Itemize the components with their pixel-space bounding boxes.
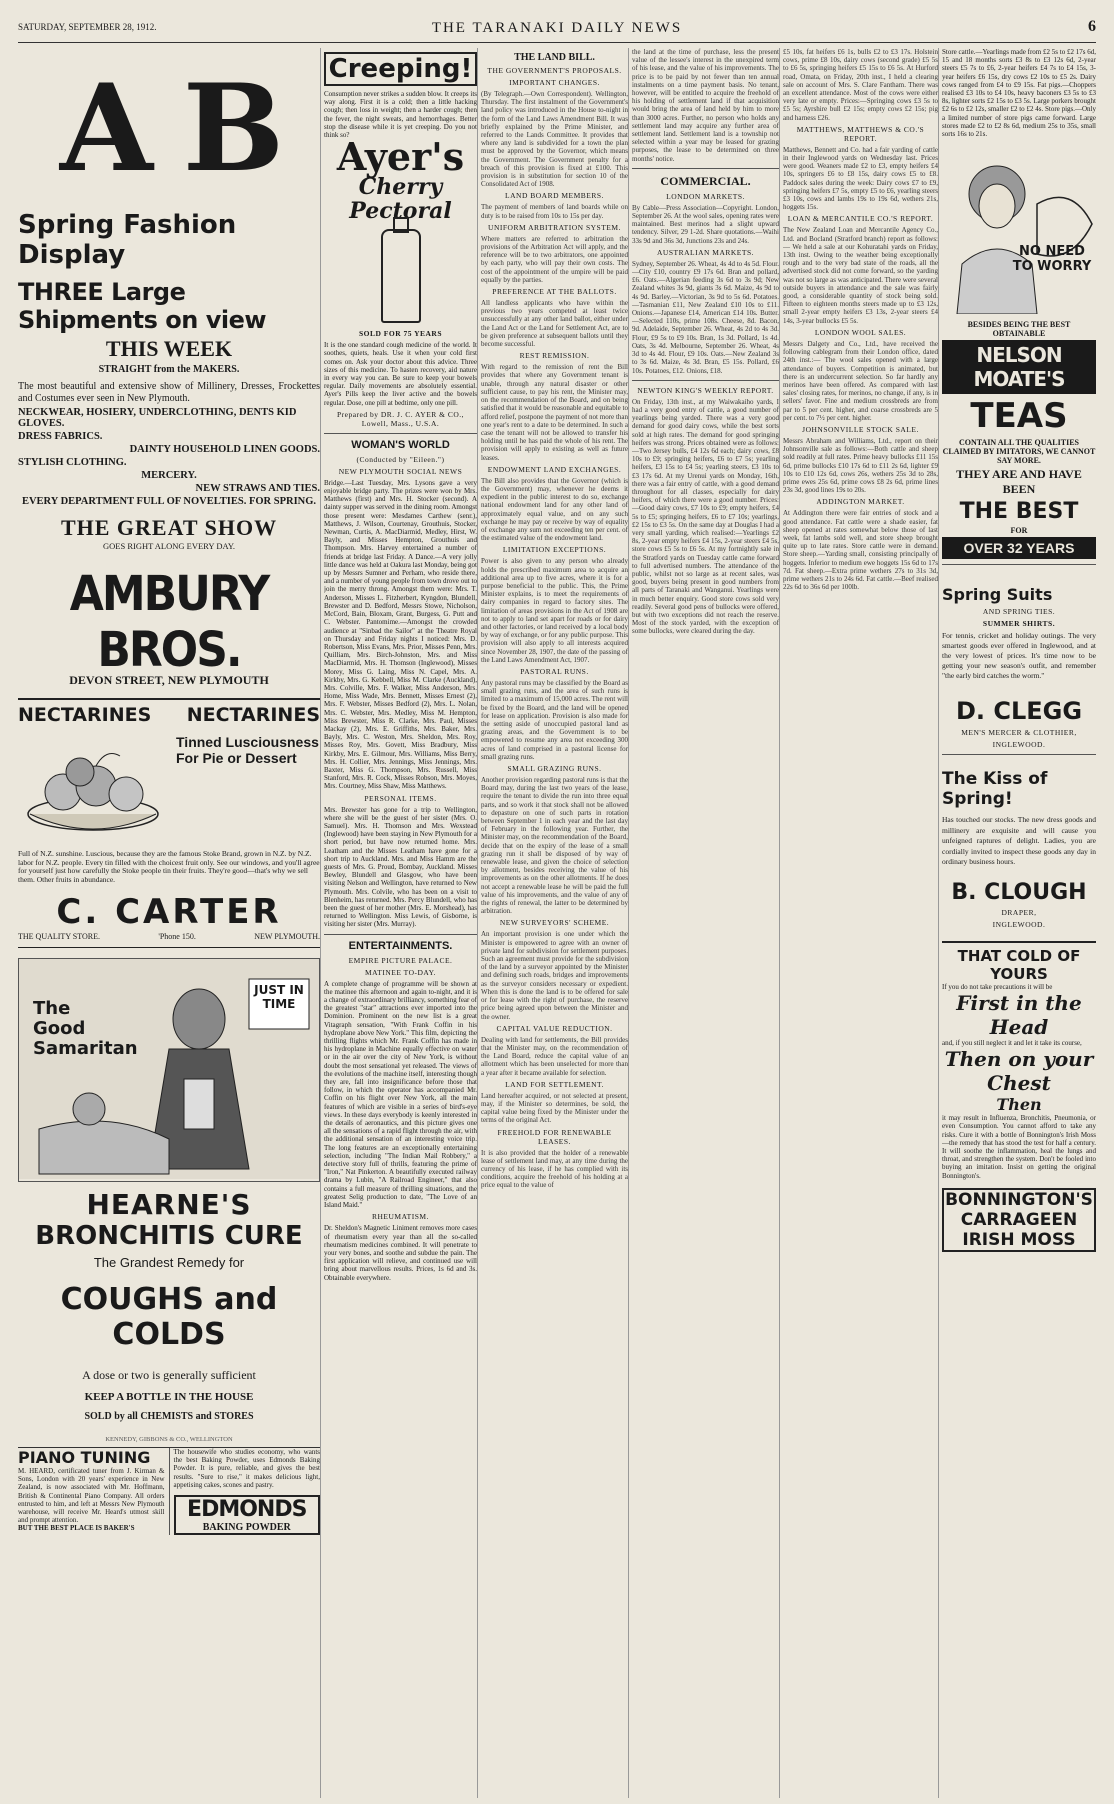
bonningtons-logo: BONNINGTON'S CARRAGEEN IRISH MOSS <box>942 1188 1096 1252</box>
besides-being: BESIDES BEING THE BEST OBTAINABLE <box>967 320 1071 339</box>
carter-name: C. CARTER <box>56 892 282 932</box>
then-on-chest: Then on your Chest <box>944 1047 1094 1096</box>
teas: TEAS <box>970 396 1068 437</box>
piano-foot: BUT THE BEST PLACE IS BAKER'S <box>18 1524 135 1533</box>
ambury-lines <box>18 407 320 507</box>
social-text: Bridge.—Last Tuesday, Mrs. Lysons gave a very enjoyable bridge party. The prizes were won by Mrs. Matthews (first) and Mrs. H. Stocker (second). A dainty supper was served in the dining room. Amongst those present were: Mesdames Carthew (senr.), Matthews, J. Wilson, Courtenay, Grouthuis, Stocker, Newman, Curtis, A. MacDiarmid, Medley, Hirst, W. Bayly, and Misses Hempton, Grouthuis and Thompson. Mrs. Harvey entertained a number of friends at bridge last Friday. A Dance.—A very jolly little dance was held at Oakura last Monday, being got up by Messrs Sumner and Perham, who reside there, and a number of young people from town drove out to join the merry throng. Amongst them were: Mrs. T. Anderson, Misses L. Fitzherbert, Kyngdon, Blundell, Brewster and D. Bedford, Messrs Stowe, Nicholson, McCord, Bain, Bloxam, Grant, Burgess, G. Putt and C. Webster. Pantomime.—Amongst the crowded audience at "Sinbad the Sailor" at the Theatre Royal on Thursday and Friday nights I noticed: Mrs. D. Robertson, Miss Evans, Mrs. Prior, Misses Penn, Mrs. Quilliam, Mrs. Birch-Johnston, Mrs. and Miss MacDiarmid, Mrs. H. Thomson (Inglewood), Misses Morey, Miss G. Laing, Miss N. Capel, Mrs. A. Kirkby, Mrs. G. Kebbell, Miss M. Clarke (Auckland), Mrs. Colville, Mrs. F. Walker, Miss Anderson, Mrs. Home, Miss Wade, Mrs. Bennett, Misses Ernest (2), Mrs. F. Webster, Misses Bedford (2), Mrs. L. Nolan, Mrs. C. Webster, Mrs. Medley, Miss M. Hempton, Miss Brewster, Miss R. Clarke, Mrs. Paul, Misses Mackay (2), Mrs. E. Griffiths, Mrs. Baker, Mrs. Bayly, Mrs. C. Weston, Mrs. Sheldon, Mrs. Roy, Misses Roy, Mrs. Govett, Miss Bradbury, Miss Kirkby, Mrs. E. Gilmour, Mrs. Williams, Miss Berry, Mrs. H. Collier, Mrs. Jennings, Miss Jennings, Mrs. Baxter, Miss G. Thompson, Mrs. Russell, Miss Stanford, Mrs. R. Cock, Misses Robson, Mrs. Moyes, Mrs. Courtney, Miss Shaw, Miss Matthews. <box>324 478 478 791</box>
just-in-time: JUST IN TIME <box>254 983 304 1011</box>
tinned-lusciousness: Tinned Lusciousness For Pie or Dessert <box>176 734 319 766</box>
ballots-text: All landless applicants who have within the previous two years competed at least twice unsuccessfully at any other land ballot, either under the Land Act or the Land for Settlement Act, are to be given preference at subsequent ballots until they become successful. <box>481 299 628 349</box>
straight-from-makers: STRAIGHT from the MAKERS. <box>98 364 240 375</box>
arbitration-text: Where matters are referred to arbitration the provisions of the Arbitration Act will apply, and the reference will be to two arbitrators, one appointed by each party, who will pay their own costs. The cost of the appointment of the umpire will be paid equally by the parties. <box>481 234 628 284</box>
govt-proposals: THE GOVERNMENT'S PROPOSALS. <box>487 66 622 75</box>
addington: ADDINGTON MARKET. <box>816 497 905 507</box>
kennedy-footer: KENNEDY, GIBBONS & CO., WELLINGTON <box>105 1436 233 1443</box>
capital-value: CAPITAL VALUE REDUCTION. <box>496 1023 613 1033</box>
carter-footer <box>18 932 320 948</box>
sold-by: SOLD by all CHEMISTS and STORES <box>84 1411 254 1422</box>
hearnes: HEARNE'S <box>86 1188 252 1221</box>
rent-remission: REST REMISSION. <box>519 351 590 361</box>
first-in-head: First in the Head <box>956 990 1082 1039</box>
newton-king: NEWTON KING'S WEEKLY REPORT. <box>637 385 774 395</box>
small-grazing-text: Another provision regarding pastoral runs is that the Board may, during the last two years of the lease, require the tenant to divide the run into three equal parts, and so work it that stock shall not be allowed to depasture on one of such parts in rotation between September 1 in each year and the last day of February in the following year. Further, the Minister may, on the recommendation of the Board, decide that on the expiry of the lease of a small grazing run it shall be disposed of by way of renewable lease, and given the choice of selection by allotment, besides receiving the value of his improvements as on the other allotments. If he does not accept a renewable lease he will be paid the full value of his improvements, and the value of any of the rights of renewal, the latter to be determined by arbitration. <box>481 776 628 916</box>
carter-phone: 'Phone 150. <box>158 932 196 941</box>
ayers-text: It is the one standard cough medicine of the world. It soothes, quiets, heals. Use it when your cold first comes on. Ask your doctor about this advice. Three sizes of this medicine. To hasten recovery, aid nature in every way you can. Be sure to keep your bowels regular. Daily movements are absolutely essential. Ayer's Pills keep the liver active and the bowels regular. Dose, one pill at bedtime, only one pill. <box>324 341 477 407</box>
entertainments: ENTERTAINMENTS. <box>348 939 453 952</box>
womans-world: WOMAN'S WORLD <box>351 438 450 451</box>
surveyors-scheme: NEW SURVEYORS' SCHEME. <box>499 918 610 928</box>
carter-store: THE QUALITY STORE. <box>18 932 100 941</box>
addington-cont: Store cattle.—Yearlings made from £2 5s to £2 17s 6d, 15 and 18 months sorts £3 8s to £3 12s 6d, 2-year steers £5 7s to £6, 2-year heifers £4 7s to £4 15s, 3-year heifers £6 15s, dry cows £2 10s to £5 2s. Dairy cows ranged from £4 to £9 15s. Fat pigs.—Choppers realised £3 10s to £4 10s, heavy baconers £3 5s to £3 8s, lighter sorts £2 15s to £3 5s. Large porkers brought £2 6s to £2 12s, smaller £2 to £2 4s. Store pigs.—Only a limited number of store pigs came forward. Large stores made £2 to £2 8s 6d, medium 25s to 35s, small sorts 16s to 21s. <box>942 48 1096 139</box>
pastoral-runs: PASTORAL RUNS. <box>520 666 589 676</box>
ballots: PREFERENCE AT THE BALLOTS. <box>492 287 617 297</box>
they-are: THEY ARE AND HAVE BEEN <box>956 467 1082 497</box>
addington-text: At Addington there were fair entries of stock and a good attendance. Fat cattle were a shade easier, fat sheep opened at rates somewhat below those of last week, fat lambs sold well, and store sheep brought quite up to late rates. Store cattle were in demand. Store sheep.—Yarding small, consisting principally of hoggets. Inferior to medium ewe hoggets 15s 6d to 17s 7d. Fat sheep.—Extra prime wethers 27s to 31s 3d, prime wethers 21s to 24s 6d. Fat cattle.—Beef realised 22s 6d to 36s 6d per 100lb. <box>783 509 938 592</box>
good-samaritan-illustration <box>18 958 320 1182</box>
this-week: THIS WEEK <box>105 336 233 361</box>
cherry-pectoral: Cherry Pectoral <box>349 174 452 225</box>
nelson-moates: NELSON MOATE'S <box>942 340 1096 394</box>
page-number: 6 <box>1088 18 1096 35</box>
survey-text: An important provision is one under which the Minister is empowered to agree with an owner of private land for subdivision for settlement purposes. Such an agreement must provide for the subdivision of the land by a surveyor appointed by the Minister and defining such roads, bridges and improvements as the surveyor considers necessary or expedient. When this is done the land is to be offered for sale or for lease with the right of purchase, the reserve price being agreed upon between the Minister and the owner. <box>481 930 628 1021</box>
commercial-headline: COMMERCIAL. <box>660 173 751 188</box>
the-best: THE BEST <box>959 499 1079 525</box>
freehold: FREEHOLD FOR RENEWABLE LEASES. <box>497 1127 612 1146</box>
matthews-text: Matthews, Bennett and Co. had a fair yarding of cattle in their Inglewood yards on Wednesday last. Prices were good. Weaners made £2 to £3, empty heifers £4 10s, springers £6 to £8 15s, dairy cows £5 to £8. Paddock sales during the week: Dairy cows £7 to £9, springing heifers £7 5s, empty £5 to £6, yearling steers £3 10s, cows and lambs 19s to 19s 6d, wethers 21s, hoggets 15s. <box>783 145 938 212</box>
london-markets: LONDON MARKETS. <box>666 191 745 201</box>
medicine-bottle-icon <box>381 229 421 323</box>
edmonds-name: EDMONDS <box>187 1497 307 1523</box>
australian-markets: AUSTRALIAN MARKETS. <box>656 247 754 257</box>
nectarines-left: NECTARINES <box>18 704 152 726</box>
small-grazing-runs: SMALL GRAZING RUNS. <box>507 764 602 774</box>
column-2 <box>324 48 478 1798</box>
line-item: DAINTY HOUSEHOLD LINEN GOODS. <box>129 444 320 455</box>
piano-title: PIANO TUNING <box>18 1448 151 1467</box>
spring-ties: AND SPRING TIES. <box>982 607 1056 617</box>
matthews-report: MATTHEWS, MATTHEWS & CO.'S REPORT. <box>796 124 925 143</box>
line-item: NEW STRAWS AND TIES. <box>195 483 320 494</box>
arbitration: UNIFORM ARBITRATION SYSTEM. <box>488 222 621 232</box>
endowment-text: The Bill also provides that the Governor (which is the Government) may, whenever he deems it expedient in the public interest to do so, exchange national endowment land for any other land of approximately equal value, and on any such exchange he may pay or receive by way of equality of exchange any sum not exceeding ten per cent. of the estimated value of the endowment land. <box>481 476 628 543</box>
empire-picture-palace: EMPIRE PICTURE PALACE. <box>348 955 453 965</box>
newspaper-title: THE TARANAKI DAILY NEWS <box>431 20 683 36</box>
clegg-town: INGLEWOOD. <box>992 740 1046 750</box>
kiss-of-spring: The Kiss of Spring! <box>942 769 1048 810</box>
clough-town: INGLEWOOD. <box>992 919 1046 929</box>
johnsonville: JOHNSONVILLE STOCK SALE. <box>802 424 919 434</box>
samaritan-label: The Good Samaritan <box>33 998 138 1059</box>
settlement-text: Land hereafter acquired, or not selected at present, may, if the Minister so determines, be sold, the capital value being fixed by the Minister under the terms of the original Act. <box>481 1091 628 1125</box>
australian-text: Sydney, September 26. Wheat, 4s 4d to 4s 5d. Flour.—City £10, country £9 17s 6d. Bran and pollard, £6. Oats.—Algerian feeding 3s 6d to 3s 9d; New Zealand whites 3s 9d, giants 3s 6d. Maize, 4s 9d to 4s 9d. Barley.—Victorian, 3s 9d to 5s 6d. Potatoes.—Tasmanian £11, New Zealand £10 10s to £11. Onions.—Japanese £14, American £14 10s. Butter.—Selected 110s, prime 108s. Cheese, 8d. Bacon, 9d. Adelaide, September 26. Wheat, 4s 2d to 4s 3d. Flour, £9 5s to £9 10s. Bran, 1s 3d. Pollard, 1s 4d. Oats, 3s 4d. Melbourne, September 26. Wheat, 4s 3d to 4s 4d. Flour, £9 10s. Oats.—New Zealand 3s to 3s 6d. Maize, 4s 3d. Bran, £5 15s. Pollard, £6 10s. Potatoes, £12. Onions, £18. <box>632 259 779 375</box>
freehold-text: It is also provided that the holder of a renewable lease of settlement land may, at any time during the currency of his lease, if he has complied with its conditions, acquire the freehold of his holding at a price equal to the value of <box>481 1148 628 1190</box>
column-6-ads <box>942 48 1096 1798</box>
great-show-sub: GOES RIGHT ALONG EVERY DAY. <box>103 541 235 551</box>
line-item: STYLISH CLOTHING. <box>18 457 127 468</box>
ayers-logo: Ayer's <box>336 134 465 180</box>
edmonds-ad <box>170 1448 321 1535</box>
for-label: FOR <box>1010 526 1028 536</box>
line-item: NECKWEAR, HOSIERY, UNDERCLOTHING, DENTS KID GLOVES. <box>18 407 297 429</box>
line-item: EVERY DEPARTMENT FULL OF NOVELTIES. FOR SPRING. <box>21 496 317 507</box>
issue-date: SATURDAY, SEPTEMBER 28, 1912. <box>18 22 157 32</box>
spring-suits: Spring Suits <box>942 585 1053 605</box>
nectarines-header <box>18 698 320 726</box>
creeping-headline: Creeping! <box>324 52 477 86</box>
fruit-bowl-illustration <box>18 734 168 839</box>
edmonds-logo <box>174 1495 321 1535</box>
tea-girl-illustration <box>942 144 1096 314</box>
capital-text: Dealing with land for settlements, the Bill provides that the Minister may, on the recommendation of the Land Board, reduce the capital value of an allotment which has been unselected for more than a year after it became available for selection. <box>481 1035 628 1077</box>
column-4-commercial <box>632 48 780 1798</box>
loan-text: The New Zealand Loan and Mercantile Agency Co., Ltd. and Bocland (Stratford branch) report as follows:— We held a sale at our Kohuratahi yards on Friday, 13th inst. Owing to the weather being exceptionally rough and to the very bad state of the roads, all the advertised stock did not come forward, so the yarding was not so large as was anticipated. There were several outside buyers in attendance and the sale was fairly good, a considerable quantity of stock being sold. Fifteen to eighteen months steers made up to £3 12s, small 2-year empty heifers £3 13s, 2-year steers £4 14s, 3-year bullocks £5 5s. <box>783 226 938 325</box>
nectarines-text: Full of N.Z. sunshine. Luscious, because they are the famous Stoke Brand, grown in N.Z. by N.Z. labor for N.Z. people. Every tin filled with the choicest fruit only. See our windows, and you'll agree for yourself just how carefully the Stoke people tin their fruits. They're good—that's why we sell them. Other fruits in abundance. <box>18 849 320 884</box>
bronchitis-cure: BRONCHITIS CURE <box>35 1221 303 1251</box>
conducted-by: (Conducted by "Eileen.") <box>356 454 445 464</box>
wool-text: Messrs Dalgety and Co., Ltd., have received the following cablegram from their London office, dated 24th inst.:— The wool sales opened with a large attendance of buyers. Competition is animated, but there is an undercurrent selection. So far hardly any merinos have been offered. As compared with last sales' closing rates, for merinos, no change, if any, is in sellers' favor. Fine and medium crossbreds are from par to 5 per cent. higher, and coarse crossbreds are 5 per cent. to 7½ per cent. higher. <box>783 339 938 422</box>
d-clegg: D. CLEGG <box>955 697 1083 726</box>
over-32-years: OVER 32 YEARS <box>942 537 1096 559</box>
three-shipments: THREE Large Shipments on view <box>18 278 267 334</box>
clegg-text: For tennis, cricket and holiday outings. The very smartest goods ever offered in Inglewood, and at the very lowest of prices. It's time now to be getting your new season's outfit, and remember "the early bird catches the worm." <box>942 631 1096 681</box>
ayers-prepared: Prepared by DR. J. C. AYER & CO., Lowell, Mass., U.S.A. <box>336 409 465 428</box>
newton-text: On Friday, 13th inst., at my Waiwakaiho yards, I had a very good entry of cattle, a good number of yearlings being yarded. There was a very good demand for good dairy cows, while the best sorts sold at high rates. The demand for good springing heifers was strong. Prices obtained were as follows:—Two Jersey bulls, £4 12s 6d each; dairy cows, £8 10s to £9; springing heifers, £6 to £7 5s; yearling heifers, £3 15s to £4 5s; yearling steers, £3 10s to £3 17s 6d. At my Urenui yards on Monday, 16th, there was a fair entry of cattle, with a good demand throughout for all classes, especially for dairy heifers, of which there were a good number. Prices:—Good dairy cows, £7 10s to £9; empty heifers, £4 5s to £5; springing heifers, £6 to £7 10s; yearlings, £2 15s to £3 5s. On the same day at Douglas I had a very small yarding, which realised:—Yearlings £2 8s, 2-year empty heifers £4 15s, 2-year steers £4 5s, store cows £5 5s to £6 5s. At my fortnightly sale in the Stratford yards on Tuesday cattle came forward to full advertised numbers. The attendance of the public, whilst not so large as at recent sales, was good, buyers being present in good numbers from all parts of Taranaki and Wanganui. Yearlings were in much better enquiry. Good store cows sold very readily. Several good pens of bullocks were offered, but with two exceptions did not reach the reserve. Most of the stock yarded, with the exception of some bullocks, were cleared during the day. <box>632 397 779 636</box>
clegg-sub: MEN'S MERCER & CLOTHIER, <box>961 728 1077 738</box>
personal-text: Mrs. Brewster has gone for a trip to Wellington, where she will be the guest of her sister (Mrs. O. Samuel). Mrs. H. Thomson and Mrs. Wexstead (Inglewood) have been staying in New Plymouth for a short period, but have now returned home. Mrs. Leatham and the Misses Leatham have gone for a short trip to Auckland. Mrs. and Miss Hamm are the guests of Mrs. G. Proud, Bombay, Auckland. Misses Bewley, Blundell and Glasgow, who have been visiting Nelson and Wellington, have returned to New Plymouth. Mrs. Colvile, who has been on a visit to Blenheim, has returned. Mrs. Percy Blundell, who has been the guest of her mother (Mrs. E. Morshead), has returned to Wellington. Miss Lewis, of Gisborne, is visiting her sister (Mrs. Murray). <box>324 805 477 929</box>
summer-shirts: SUMMER SHIRTS. <box>982 619 1056 629</box>
creeping-text: Consumption never strikes a sudden blow. It creeps its way along. First it is a cold; then a little hacking cough; then loss in weight; then a harder cough; then the fever, the night sweats, and hemorrhages. Better stop the disease while it is yet creeping. Do you not think so? <box>324 90 477 140</box>
ambury-bros: AMBURY BROS. <box>69 565 269 679</box>
cold-text-2: and, if you still neglect it and let it take its course, <box>942 1038 1082 1047</box>
london-text: By Cable—Press Association—Copyright. London, September 26. At the wool sales, opening rates were maintained. Best merinos had a slight upward tendency. Silver, 29 1-2d. Share quotations.—Waihi 33s 9d and 36s 3d, Junctions 23s and 24s. <box>632 203 779 245</box>
entertainment-text: A complete change of programme will be shown at the matinee this afternoon and again to-night, and it is a change of extraordinary brilliancy, something fear of the greatest "star" attractions ever imported into the Dominion. Prominent on the new list is a great Vitagraph sensation, "With Frank Coffin in his hydroplane above New York." This film, depicting the thrilling flights which Mr. Frank Coffin has made in his hydroplane in Machine equally effective on water or in the air over the city of New York, is without doubt the most sensational yet released. The views of the evolutions of the machine itself, interesting though they are, fall into insignificance before those that follow, in which the operator has accompanied Mr. Coffin on his flight over New York, all the main features of which are visible in a series of bird's-eye views. In these days everybody is keenly interested in the details of aeronautics, and this picture gives one all the sensations of a rapid flight through the air, with the additional sensation of an interesting voice trip. The long features are an exceptionally entertaining selection, including "The Indian Mail Robbery," a detective story full of thrills, featuring the prime of "Iron," Nat Pinkerton. A beautifully executed railway drama by Lubin, "A Railroad Engineer," that also contains a full measure of thrilling situations, and the greatest Selig production to date, "The Love of an Island Maid." <box>324 979 477 1210</box>
great-show: THE GREAT SHOW <box>60 515 278 540</box>
ambury-intro: The most beautiful and extensive show of Millinery, Dresses, Frockettes and Costumes ever seen in New Plymouth. <box>18 381 320 404</box>
matinee-today: MATINEE TO-DAY. <box>365 967 436 977</box>
housewife-text: The housewife who studies economy, who wants the best Baking Powder, uses Edmonds Baking Powder. It is pure, reliable, and gives the best results. "Sure to rise," it makes delicious light, appetising cakes, scones and pastry. <box>173 1448 320 1489</box>
personal-items: PERSONAL ITEMS. <box>364 793 437 803</box>
newton-cont: £5 10s, fat heifers £6 1s, bulls £2 to £3 17s. Holstein cows, prime £8 10s, dairy cows (second grade) £5 5s to £6 5s, springing heifers £5 15s to £6 5s. At Hurford road, Omata, on Friday, 20th inst., I held a clearing sale on account of Mrs. S. Clare Fantham. There was an excellent attendance. Most of the cows were either very late or empty. Prices:—Springing cows £3 5s to £5 5s; Ayrshire bull £2 15s; empty cows £2 15s; pig and harness £26. <box>783 48 938 122</box>
social-news: NEW PLYMOUTH SOCIAL NEWS <box>338 466 463 476</box>
cold-text-3: it may result in Influenza, Bronchitis, Pneumonia, or even Consumption. You cannot afford to take any risks. Cure it with a bottle of Bonnington's Irish Moss—the remedy that has stood the test for half a century. It will soothe the inflammation, heal the lungs and throat, and strengthen the system. Don't be fooled into buying an imitation. Insist on getting the original Bonnington's. <box>942 1114 1096 1180</box>
piano-text: M. HEARD, certificated tuner from J. Kirman & Sons, London with 20 years' experience in New Zealand, is now associated with Mr. Hoffmann, British & Continental Piano Company. All orders entrusted to him, and left at Messrs New Plymouth warehouse, will receive Mr. Heard's utmost skill and prompt attention. <box>18 1467 165 1525</box>
edmonds-sub: BAKING POWDER <box>202 1522 291 1534</box>
endowment: ENDOWMENT LAND EXCHANGES. <box>487 464 622 474</box>
fruit-box <box>18 734 320 844</box>
land-board-text: The payment of members of land boards while on duty is to be raised from 10s to 15s per day. <box>481 203 628 220</box>
grandest-remedy: The Grandest Remedy for <box>93 1255 245 1270</box>
column-5-stock <box>783 48 939 1798</box>
cold-text-1: If you do not take precautions it will be <box>942 982 1053 991</box>
kiss-text: Has touched our stocks. The new dress goods and millinery are exquisite and will cause you unfeigned raptures of delight. Ladies, you are cordially invited to inspect these goods any day in ordinary business hours. <box>942 815 1096 867</box>
land-board-members: LAND BOARD MEMBERS. <box>505 191 604 201</box>
pastoral-text: Any pastoral runs may be classified by the Board as small grazing runs, and the area of such runs is limited to a maximum of 15,000 acres. The rent will be fixed by the Board, and the land will be opened for lease on application. Provision is also made for the setting aside of unoccupied pastoral land as grazing areas, and the Government is to be empowered to resume any area not exceeding 300 acres of land comprised in a pastoral license for small grazing runs. <box>481 678 628 761</box>
masthead <box>18 20 1096 43</box>
dose-text: A dose or two is generally sufficient <box>82 1368 256 1382</box>
limitation-text: Power is also given to any person who already holds the prescribed maximum area to acquire an additional area up to five acres, where it is for a purpose beneficial to the public. This, the Prime Minister explains, is to meet the requirements of dairy companies in regard to factory sites. The limitation of areas provisions in the Act of 1908 are not to apply to land set apart for roads or for dairy and other factories, or land received by a local body by way of exchange, or for any public purpose. This provision will also apply to all interests acquired since November 28, 1907, the date of the passing of the Land Laws Amendment Act, 1907. <box>481 557 628 664</box>
devon-street: DEVON STREET, NEW PLYMOUTH <box>69 673 269 687</box>
column-3-land-bill <box>481 48 629 1798</box>
sold-75-years: SOLD FOR 75 YEARS <box>358 329 443 339</box>
piano-edmonds-row <box>18 1447 320 1535</box>
spring-fashion-display: Spring Fashion Display <box>18 210 237 270</box>
rheumatism-text: Dr. Sheldon's Magnetic Liniment removes more cases of rheumatism every year than all the so-called rheumatism medicines combined. It will penetrate to your very bones, and soothe and subdue the pain. The first application will relieve, and continued use will bring about marvellous results. Prices, 1s 6d and 3s. Obtainable everywhere. <box>324 1224 477 1282</box>
loan-mercantile: LOAN & MERCANTILE CO.'S REPORT. <box>787 214 934 224</box>
that-cold: THAT COLD OF YOURS <box>942 941 1096 983</box>
rheumatism: RHEUMATISM. <box>372 1212 429 1222</box>
carter-town: NEW PLYMOUTH. <box>254 932 320 941</box>
then-label: Then <box>996 1095 1042 1115</box>
piano-tuning-ad <box>18 1448 170 1535</box>
line-item: DRESS FABRICS. <box>18 431 103 442</box>
nectarines-right: NECTARINES <box>186 704 320 726</box>
limitation: LIMITATION EXCEPTIONS. <box>502 545 607 555</box>
no-need-to-worry: NO NEED TO WORRY <box>1012 244 1092 275</box>
column-1-ambury-ad <box>18 48 321 1798</box>
london-wool: LONDON WOOL SALES. <box>814 327 907 337</box>
land-bill-headline: THE LAND BILL. <box>514 52 595 63</box>
keep-a-bottle: KEEP A BOTTLE IN THE HOUSE <box>84 1391 254 1403</box>
ab-logo: A B <box>59 57 279 199</box>
line-item: MERCERY. <box>141 470 197 481</box>
land-settlement: LAND FOR SETTLEMENT. <box>505 1079 604 1089</box>
land-bill-cont: the land at the time of purchase, less the present value of the lessee's interest in the unexpired term of his lease, and the value of his improvements. The price is to be paid by not fewer than ten annual instalments on a time payment basis. No tenant, however, will be entitled to acquire the freehold of his holding of settlement land if that acquisition would bring the area of land held by him to more than 3000 acres. Further, no person who holds any settlement land may acquire any further area of settlement land. Settlement land is a township not selected within a year may be leased for grazing purposes, the lease to be determined on three months' notice. <box>632 48 779 163</box>
clough-sub: DRAPER, <box>1001 907 1037 917</box>
johnsonville-text: Messrs Abraham and Williams, Ltd., report on their Johnsonville sale as follows:—Both cattle and sheep sold readily at full rates. Prime heavy bullocks £11 15s 6d, prime bullocks £10 17s 6d to £11 2s 6d, lighter £9 10s to £10 12s 6d, cows 26s, wethers 25s 3d to 28s, prime ewes 25s 6d, prime cows £8 2s 6d, prime lines 23s 3d, good lines 19s to 20s. <box>783 436 938 495</box>
important-changes: IMPORTANT CHANGES. <box>509 78 600 87</box>
land-bill-intro: (By Telegraph.—Own Correspondent). Wellington, Thursday. The first instalment of the Government's land policy was introduced in the House to-night in the form of the Land Laws Amendment Bill. It was briefly explained by the Prime Minister, and referred to the Lands Committee. It provides that where any land is subdivided for a town the plan must be approved by the Governor, which means the Government. The Government penalty for a breach of this provision is fixed at £100. This provision is in substitution for section 10 of the Consolidated Act of 1908. <box>481 90 628 189</box>
contain-qualities: CONTAIN ALL THE QUALITIES CLAIMED BY IMITATORS, WE CANNOT SAY MORE. <box>942 438 1096 466</box>
b-clough: B. CLOUGH <box>951 879 1087 905</box>
rent-text: With regard to the remission of rent the Bill provides that where any Government tenant is unable, through any natural disaster or other sufficient cause, to pay his rent, the Minister may, on the recommendation of the Board, and on being satisfied that it would be reasonable and equitable to afford relief, postpone the payment of not more than one year's rent to a date to be determined. In such a case the tenant will not be allowed to transfer his holding until he has paid the whole of his rent. The provision will apply to existing as well as future leases. <box>481 363 628 462</box>
coughs-and-colds: COUGHS and COLDS <box>60 1282 278 1352</box>
